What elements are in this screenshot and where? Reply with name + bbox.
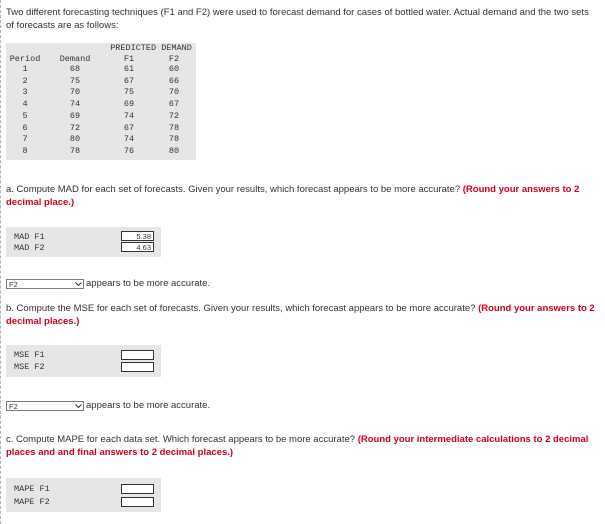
mape-f2-input[interactable] xyxy=(121,497,154,507)
part-a-select-suffix: appears to be more accurate. xyxy=(86,278,211,289)
table-cell: 68 xyxy=(69,64,81,74)
part-a-select-value: F2 xyxy=(9,280,18,289)
table-row xyxy=(6,146,196,157)
mad-f2-input[interactable]: 4.63 xyxy=(121,242,154,252)
mad-f1-label: MAD F1 xyxy=(14,232,45,242)
table-cell: 80 xyxy=(69,134,81,145)
table-cell: 76 xyxy=(123,145,135,156)
table-row xyxy=(6,76,196,87)
table-col-header: F1 xyxy=(123,53,135,64)
table-cell: 69 xyxy=(123,99,135,110)
table-cell: 75 xyxy=(69,75,81,86)
table-col-header: F2 xyxy=(168,53,180,64)
mape-answer-panel xyxy=(6,478,161,512)
table-cell: 67 xyxy=(123,122,135,133)
table-group-header: PREDICTED DEMAND xyxy=(110,43,192,53)
part-c-instruction: (Round your intermediate calculations to 2 decimal places and and final answers to 2 decimal places.) xyxy=(6,434,589,458)
part-a-instruction: (Round your answers to 2 decimal place.) xyxy=(6,184,580,208)
part-b-question xyxy=(6,303,596,328)
table-cell: 66 xyxy=(168,75,180,86)
table-cell: 2 xyxy=(22,75,28,86)
table-row xyxy=(6,134,196,145)
table-cell: 72 xyxy=(168,110,180,121)
table-cell: 74 xyxy=(123,110,135,121)
part-b-question-text: b. Compute the MSE for each set of forecasts. Given your results, which forecast appears to be more accurate? xyxy=(6,303,476,314)
table-cell: 4 xyxy=(22,99,28,110)
table-cell: 80 xyxy=(168,145,180,156)
table-cell: 60 xyxy=(168,64,180,74)
table-cell: 6 xyxy=(22,122,28,133)
mse-f1-input[interactable] xyxy=(121,350,154,360)
mse-f2-label: MSE F2 xyxy=(14,362,45,372)
table-cell: 75 xyxy=(123,87,135,98)
table-cell: 3 xyxy=(22,87,28,98)
table-cell: 70 xyxy=(168,87,180,98)
forecast-data-table xyxy=(6,43,196,160)
table-cell: 70 xyxy=(69,87,81,98)
table-cell: 7 xyxy=(22,134,28,145)
part-b-forecast-select[interactable] xyxy=(6,401,84,411)
chevron-down-icon xyxy=(75,402,82,410)
mse-answer-panel xyxy=(6,345,161,377)
table-row xyxy=(6,87,196,98)
chevron-down-icon xyxy=(75,280,82,288)
table-col-header: Period xyxy=(9,53,41,64)
table-row xyxy=(6,99,196,110)
table-row xyxy=(6,64,196,75)
mad-f1-input[interactable]: 5.38 xyxy=(121,231,154,241)
table-cell: 1 xyxy=(22,64,28,74)
table-header-row xyxy=(6,54,196,65)
table-row xyxy=(6,123,196,134)
table-row xyxy=(6,111,196,122)
mape-f2-label: MAPE F2 xyxy=(14,497,50,507)
table-cell: 78 xyxy=(168,122,180,133)
table-cell: 69 xyxy=(69,110,81,121)
mad-answer-panel xyxy=(6,227,161,257)
part-a-question-text: a. Compute MAD for each set of forecasts. Given your results, which forecast appears to be more accurate? xyxy=(6,184,461,195)
table-cell: 5 xyxy=(22,110,28,121)
table-cell: 61 xyxy=(123,64,135,74)
table-cell: 72 xyxy=(69,122,81,133)
part-b-instruction: (Round your answers to 2 decimal places.) xyxy=(6,303,595,327)
part-a-forecast-select[interactable] xyxy=(6,279,84,289)
mad-f2-label: MAD F2 xyxy=(14,243,45,253)
table-cell: 74 xyxy=(69,99,81,110)
table-cell: 8 xyxy=(22,145,28,156)
table-cell: 78 xyxy=(69,145,81,156)
mse-f1-label: MSE F1 xyxy=(14,350,45,360)
part-b-select-value: F2 xyxy=(9,402,18,411)
part-c-question xyxy=(6,434,596,459)
problem-intro: Two different forecasting techniques (F1 and F2) were used to forecast demand for cases of bottled water. Actual demand and the two sets of forecasts are as follows: xyxy=(6,7,589,31)
table-cell: 67 xyxy=(123,75,135,86)
mape-f1-label: MAPE F1 xyxy=(14,484,50,494)
table-cell: 78 xyxy=(168,134,180,145)
part-c-question-text: c. Compute MAPE for each data set. Which forecast appears to be more accurate? xyxy=(6,434,356,445)
page-left-border xyxy=(0,0,1,524)
table-col-header: Demand xyxy=(59,53,91,64)
mape-f1-input[interactable] xyxy=(121,484,154,494)
part-b-select-suffix: appears to be more accurate. xyxy=(86,400,211,411)
mse-f2-input[interactable] xyxy=(121,362,154,372)
table-cell: 74 xyxy=(123,134,135,145)
table-cell: 67 xyxy=(168,99,180,110)
part-a-question xyxy=(6,184,596,209)
